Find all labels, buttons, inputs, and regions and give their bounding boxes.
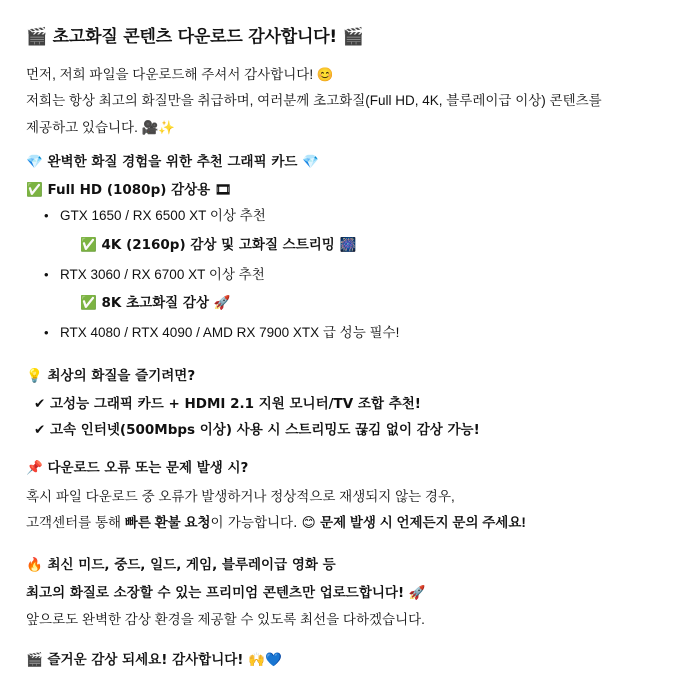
support-line-2-rest: 이 가능합니다. 😊 <box>210 514 321 531</box>
gpu-item-nested-note: ✅ 4K (2160p) 감상 및 고화질 스트리밍 🎆 <box>80 236 357 253</box>
support-line-1: 혹시 파일 다운로드 중 오류가 발생하거나 정상적으로 재생되지 않는 경우, <box>26 488 455 504</box>
intro-line-3: 제공하고 있습니다. 🎥✨ <box>26 119 176 135</box>
list-bullet-icon: • <box>44 325 49 341</box>
gpu-item-text: GTX 1650 / RX 6500 XT 이상 추천 <box>60 208 266 224</box>
list-item <box>44 206 674 255</box>
gpu-recommendation-list <box>26 206 674 343</box>
list-bullet-icon: • <box>44 266 49 282</box>
best-quality-tip-1: ✔ 고성능 그래픽 카드 + HDMI 2.1 지원 모니터/TV 조합 추천! <box>34 395 421 412</box>
support-heading: 📌 다운로드 오류 또는 문제 발생 시? <box>26 460 249 477</box>
best-quality-heading: 💡 최상의 화질을 즐기려면? <box>26 367 196 384</box>
support-line-2 <box>26 513 674 533</box>
page-title: 🎬 초고화질 콘텐츠 다운로드 감사합니다! 🎬 <box>26 27 364 47</box>
support-line-2-plain: 고객센터를 통해 <box>26 514 125 530</box>
content-line-1: 최고의 화질로 소장할 수 있는 프리미엄 콘텐츠만 업로드합니다! 🚀 <box>26 585 426 602</box>
closing-line: 🎬 즐거운 감상 되세요! 감사합니다! 🙌💙 <box>26 651 282 668</box>
content-heading: 🔥 최신 미드, 중드, 일드, 게임, 블루레이급 영화 등 <box>26 557 336 573</box>
support-contact-emphasis: 문제 발생 시 언제든지 문의 주세요! <box>320 514 526 530</box>
list-bullet-icon: • <box>44 208 49 224</box>
best-quality-tip-2: ✔ 고속 인터넷(500Mbps 이상) 사용 시 스트리밍도 끊김 없이 감상 가능! <box>34 422 480 438</box>
gpu-item-text: RTX 4080 / RTX 4090 / AMD RX 7900 XTX 급 성능 필수! <box>60 325 400 341</box>
gpu-item-text: RTX 3060 / RX 6700 XT 이상 추천 <box>60 266 265 282</box>
intro-line-2: 저희는 항상 최고의 화질만을 취급하며, 여러분께 초고화질(Full HD, 4K, 블루레이급 이상) 콘텐츠를 <box>26 93 602 109</box>
gpu-section-heading: 💎 완벽한 화질 경험을 위한 추천 그래픽 카드 💎 <box>26 153 319 170</box>
intro-line-1: 먼저, 저희 파일을 다운로드해 주셔서 감사합니다! 😊 <box>26 67 334 82</box>
content-line-2: 앞으로도 완벽한 감상 환경을 제공할 수 있도록 최선을 다하겠습니다. <box>26 611 425 627</box>
support-refund-emphasis: 빠른 환불 요청 <box>124 514 211 530</box>
gpu-section-subheading: ✅ Full HD (1080p) 감상용 🎞 <box>26 182 233 198</box>
gpu-item-nested-note: ✅ 8K 초고화질 감상 🚀 <box>80 295 231 311</box>
list-item <box>44 265 674 314</box>
list-item <box>44 323 674 343</box>
